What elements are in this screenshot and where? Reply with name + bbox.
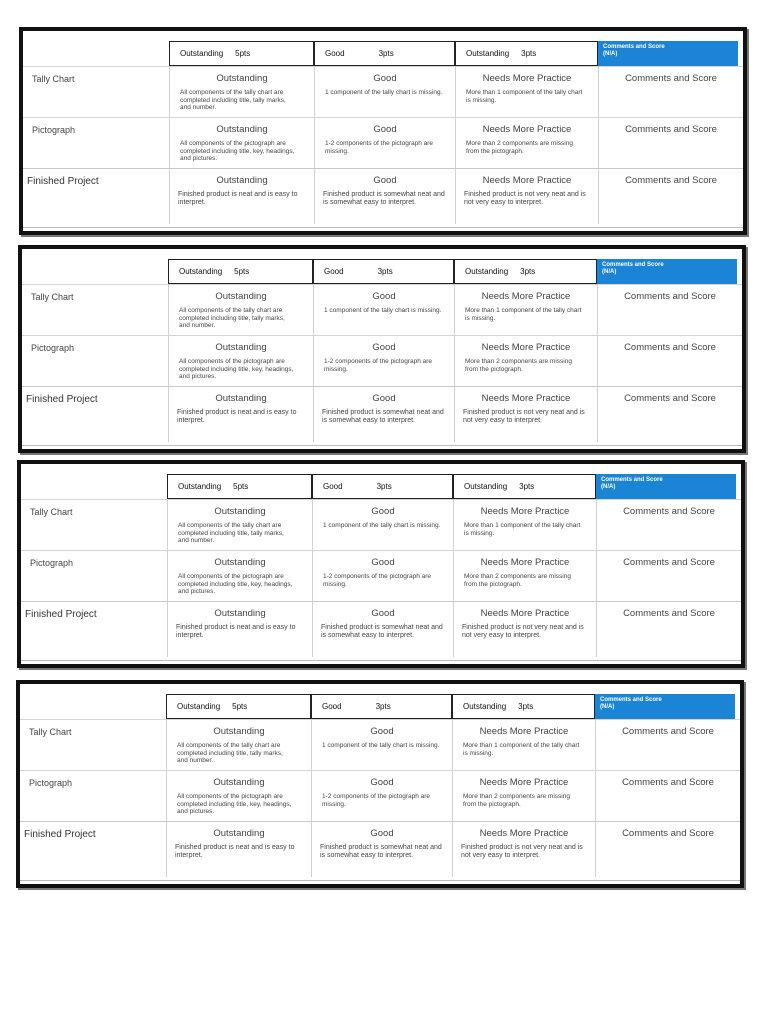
cell-comments (598, 67, 743, 117)
row-label: Finished Project (25, 609, 97, 620)
header-outstanding (167, 474, 312, 499)
cell-outstanding (169, 67, 314, 117)
cell-description: More than 2 components are missing from the pictograph. (466, 140, 573, 155)
cell-good (313, 285, 454, 335)
rubric-row-finished-project (21, 601, 741, 657)
header-comments (595, 694, 735, 719)
cell-title: Good (372, 342, 396, 353)
cell-needs-practice (455, 67, 598, 117)
cell-outstanding (169, 169, 314, 224)
cell-description: 1-2 components of the pictograph are missing. (323, 573, 432, 588)
rubric-grid (20, 719, 740, 877)
cell-title: Comments and Score (625, 175, 717, 186)
rubric-header (167, 474, 736, 499)
header-good (314, 41, 455, 66)
cell-title: Needs More Practice (482, 175, 572, 186)
cell-description: More than 2 components are missing from the pictograph. (463, 793, 570, 808)
cell-title: Outstanding (213, 726, 265, 737)
header-good-points: 3pts (375, 702, 391, 711)
cell-description: More than 2 components are missing from the pictograph. (465, 358, 572, 373)
cell-title: Comments and Score (624, 393, 716, 404)
rubric-card (18, 245, 746, 453)
cell-description: All components of the tally chart are completed including title, tally marks, and number. (179, 307, 285, 329)
cell-needs-practice (453, 602, 596, 657)
cell-outstanding (166, 822, 311, 877)
cell-title: Comments and Score (623, 557, 715, 568)
header-comments (596, 474, 736, 499)
cell-description: 1-2 components of the pictograph are missing. (322, 793, 431, 808)
rubric-row-tally-chart (20, 719, 740, 770)
cell-comments (595, 771, 740, 821)
cell-needs-practice (454, 285, 597, 335)
cell-needs-practice (455, 169, 598, 224)
cell-comments (597, 336, 742, 386)
header-comments-label: Comments and Score (601, 477, 663, 483)
header-good-points: 3pts (378, 49, 394, 58)
cell-needs-practice (455, 118, 598, 168)
header-outstanding-points: 5pts (232, 702, 248, 711)
header-outstanding-points: 5pts (233, 482, 249, 491)
cell-title: Needs More Practice (479, 828, 569, 839)
header-third (455, 41, 598, 66)
cell-good (314, 118, 455, 168)
header-outstanding-label: Outstanding (179, 267, 223, 276)
cell-title: Good (371, 557, 395, 568)
cell-needs-practice (454, 387, 597, 442)
row-underline (21, 660, 741, 661)
cell-description: Finished product is not very neat and is not very easy to interpret. (461, 844, 583, 859)
cell-title: Needs More Practice (479, 777, 569, 788)
cell-description: 1-2 components of the pictograph are missing. (324, 358, 433, 373)
row-label: Pictograph (32, 125, 76, 135)
cell-title: Comments and Score (622, 777, 714, 788)
cell-comments (597, 387, 742, 442)
rubric-row-pictograph (21, 550, 741, 601)
cell-good (312, 602, 453, 657)
cell-title: Good (371, 506, 395, 517)
header-good-points: 3pts (377, 267, 393, 276)
cell-outstanding (167, 602, 312, 657)
header-outstanding (166, 694, 311, 719)
cell-outstanding (168, 336, 313, 386)
cell-outstanding (169, 118, 314, 168)
header-good-label: Good (323, 482, 343, 491)
cell-description: More than 1 component of the tally chart is missing. (465, 307, 582, 322)
row-label: Tally Chart (29, 727, 72, 737)
cell-description: More than 1 component of the tally chart is missing. (466, 89, 583, 104)
header-comments-na: (N/A) (600, 704, 615, 710)
cell-needs-practice (453, 500, 596, 550)
header-comments-label: Comments and Score (603, 44, 665, 50)
header-good-points: 3pts (376, 482, 392, 491)
header-comments (598, 41, 738, 66)
row-underline (20, 880, 740, 881)
rubric-row-finished-project (22, 386, 742, 442)
cell-good (311, 771, 452, 821)
cell-needs-practice (454, 336, 597, 386)
rubric-card (19, 27, 747, 235)
cell-description: More than 1 component of the tally chart is missing. (464, 522, 581, 537)
header-third (453, 474, 596, 499)
row-underline (22, 445, 742, 446)
cell-good (312, 551, 453, 601)
cell-description: Finished product is not very neat and is not very easy to interpret. (462, 624, 584, 639)
rubric-header (168, 259, 737, 284)
row-underline (23, 227, 743, 228)
cell-description: More than 2 components are missing from the pictograph. (464, 573, 571, 588)
rubric-header (166, 694, 735, 719)
cell-needs-practice (452, 720, 595, 770)
cell-good (311, 822, 452, 877)
cell-description: All components of the pictograph are completed including title, key, headings, and pictures. (178, 573, 293, 595)
cell-comments (598, 169, 743, 224)
cell-description: All components of the tally chart are completed including title, tally marks, and number. (180, 89, 286, 111)
cell-description: Finished product is somewhat neat and is somewhat easy to interpret. (323, 191, 445, 206)
rubric-row-finished-project (20, 821, 740, 877)
header-comments-label: Comments and Score (600, 697, 662, 703)
cell-description: Finished product is somewhat neat and is somewhat easy to interpret. (322, 409, 444, 424)
cell-description: All components of the tally chart are completed including title, tally marks, and number. (178, 522, 284, 544)
cell-good (313, 387, 454, 442)
header-third-label: Outstanding (464, 482, 508, 491)
cell-description: 1 component of the tally chart is missing. (322, 742, 440, 749)
cell-title: Needs More Practice (481, 291, 571, 302)
header-good-label: Good (324, 267, 344, 276)
cell-comments (595, 720, 740, 770)
cell-title: Comments and Score (622, 828, 714, 839)
cell-title: Outstanding (214, 506, 266, 517)
header-third (452, 694, 595, 719)
row-label: Finished Project (26, 394, 98, 405)
row-label: Tally Chart (31, 292, 74, 302)
cell-title: Outstanding (214, 608, 266, 619)
cell-comments (595, 822, 740, 877)
header-outstanding-label: Outstanding (177, 702, 221, 711)
cell-needs-practice (453, 551, 596, 601)
cell-description: All components of the pictograph are completed including title, key, headings, and pictures. (180, 140, 295, 162)
cell-description: All components of the tally chart are completed including title, tally marks, and number. (177, 742, 283, 764)
row-label: Tally Chart (32, 74, 75, 84)
row-label: Pictograph (30, 558, 74, 568)
header-third-label: Outstanding (465, 267, 509, 276)
cell-needs-practice (452, 771, 595, 821)
cell-description: Finished product is somewhat neat and is somewhat easy to interpret. (320, 844, 442, 859)
cell-title: Outstanding (215, 342, 267, 353)
cell-title: Needs More Practice (479, 726, 569, 737)
header-third (454, 259, 597, 284)
row-label: Finished Project (24, 829, 96, 840)
cell-title: Needs More Practice (480, 608, 570, 619)
header-comments-label: Comments and Score (602, 262, 664, 268)
rubric-row-tally-chart (21, 499, 741, 550)
cell-title: Good (372, 291, 396, 302)
cell-title: Good (373, 124, 397, 135)
rubric-row-tally-chart (23, 66, 743, 117)
header-outstanding-label: Outstanding (180, 49, 224, 58)
cell-title: Needs More Practice (481, 393, 571, 404)
cell-description: Finished product is neat and is easy to interpret. (176, 624, 296, 639)
header-third-label: Outstanding (463, 702, 507, 711)
cell-title: Good (371, 608, 395, 619)
cell-title: Comments and Score (624, 291, 716, 302)
rubric-grid (22, 284, 742, 442)
cell-title: Outstanding (214, 557, 266, 568)
cell-title: Outstanding (216, 175, 268, 186)
cell-good (313, 336, 454, 386)
cell-title: Needs More Practice (482, 73, 572, 84)
header-good (313, 259, 454, 284)
cell-comments (596, 602, 741, 657)
cell-description: More than 1 component of the tally chart is missing. (463, 742, 580, 757)
row-label: Finished Project (27, 176, 99, 187)
cell-title: Needs More Practice (480, 557, 570, 568)
cell-outstanding (166, 720, 311, 770)
cell-description: All components of the pictograph are completed including title, key, headings, and pictures. (177, 793, 292, 815)
cell-description: Finished product is neat and is easy to interpret. (175, 844, 295, 859)
cell-comments (597, 285, 742, 335)
row-label: Tally Chart (30, 507, 73, 517)
rubric-header (169, 41, 738, 66)
cell-needs-practice (452, 822, 595, 877)
header-third-points: 3pts (521, 49, 537, 58)
cell-title: Comments and Score (625, 73, 717, 84)
header-outstanding-label: Outstanding (178, 482, 222, 491)
cell-title: Good (370, 726, 394, 737)
cell-description: 1-2 components of the pictograph are missing. (325, 140, 434, 155)
cell-title: Comments and Score (625, 124, 717, 135)
cell-title: Outstanding (213, 828, 265, 839)
header-third-points: 3pts (520, 267, 536, 276)
rubric-row-tally-chart (22, 284, 742, 335)
cell-title: Outstanding (215, 291, 267, 302)
cell-description: Finished product is not very neat and is not very easy to interpret. (464, 191, 586, 206)
cell-description: Finished product is neat and is easy to interpret. (177, 409, 297, 424)
cell-comments (596, 551, 741, 601)
header-third-points: 3pts (518, 702, 534, 711)
cell-title: Good (370, 777, 394, 788)
rubric-row-pictograph (20, 770, 740, 821)
cell-good (314, 169, 455, 224)
cell-description: Finished product is somewhat neat and is somewhat easy to interpret. (321, 624, 443, 639)
header-outstanding-points: 5pts (234, 267, 250, 276)
cell-title: Good (372, 393, 396, 404)
cell-title: Good (370, 828, 394, 839)
cell-title: Good (373, 175, 397, 186)
rubric-row-pictograph (23, 117, 743, 168)
header-good-label: Good (322, 702, 342, 711)
header-comments (597, 259, 737, 284)
header-comments-na: (N/A) (601, 484, 616, 490)
header-outstanding (168, 259, 313, 284)
row-label: Pictograph (29, 778, 73, 788)
header-outstanding-points: 5pts (235, 49, 251, 58)
cell-title: Needs More Practice (480, 506, 570, 517)
cell-good (312, 500, 453, 550)
cell-outstanding (168, 285, 313, 335)
header-good (312, 474, 453, 499)
cell-title: Outstanding (216, 124, 268, 135)
cell-title: Comments and Score (624, 342, 716, 353)
cell-title: Comments and Score (622, 726, 714, 737)
cell-title: Good (373, 73, 397, 84)
row-label: Pictograph (31, 343, 75, 353)
cell-description: 1 component of the tally chart is missing. (325, 89, 443, 96)
header-good (311, 694, 452, 719)
header-outstanding (169, 41, 314, 66)
rubric-row-finished-project (23, 168, 743, 224)
cell-good (314, 67, 455, 117)
cell-outstanding (167, 551, 312, 601)
cell-outstanding (167, 500, 312, 550)
cell-description: Finished product is not very neat and is not very easy to interpret. (463, 409, 585, 424)
cell-comments (598, 118, 743, 168)
rubric-grid (23, 66, 743, 224)
cell-outstanding (166, 771, 311, 821)
cell-title: Comments and Score (623, 506, 715, 517)
rubric-card (17, 460, 745, 668)
header-comments-na: (N/A) (602, 269, 617, 275)
rubric-row-pictograph (22, 335, 742, 386)
rubric-grid (21, 499, 741, 657)
cell-title: Needs More Practice (481, 342, 571, 353)
cell-title: Comments and Score (623, 608, 715, 619)
header-good-label: Good (325, 49, 345, 58)
cell-title: Outstanding (213, 777, 265, 788)
cell-comments (596, 500, 741, 550)
cell-description: All components of the pictograph are completed including title, key, headings, and pictures. (179, 358, 294, 380)
cell-description: 1 component of the tally chart is missing. (323, 522, 441, 529)
cell-title: Outstanding (215, 393, 267, 404)
header-third-points: 3pts (519, 482, 535, 491)
header-comments-na: (N/A) (603, 51, 618, 57)
cell-description: 1 component of the tally chart is missing. (324, 307, 442, 314)
cell-outstanding (168, 387, 313, 442)
rubric-card (16, 680, 744, 888)
cell-description: Finished product is neat and is easy to interpret. (178, 191, 298, 206)
cell-good (311, 720, 452, 770)
cell-title: Outstanding (216, 73, 268, 84)
header-third-label: Outstanding (466, 49, 510, 58)
cell-title: Needs More Practice (482, 124, 572, 135)
